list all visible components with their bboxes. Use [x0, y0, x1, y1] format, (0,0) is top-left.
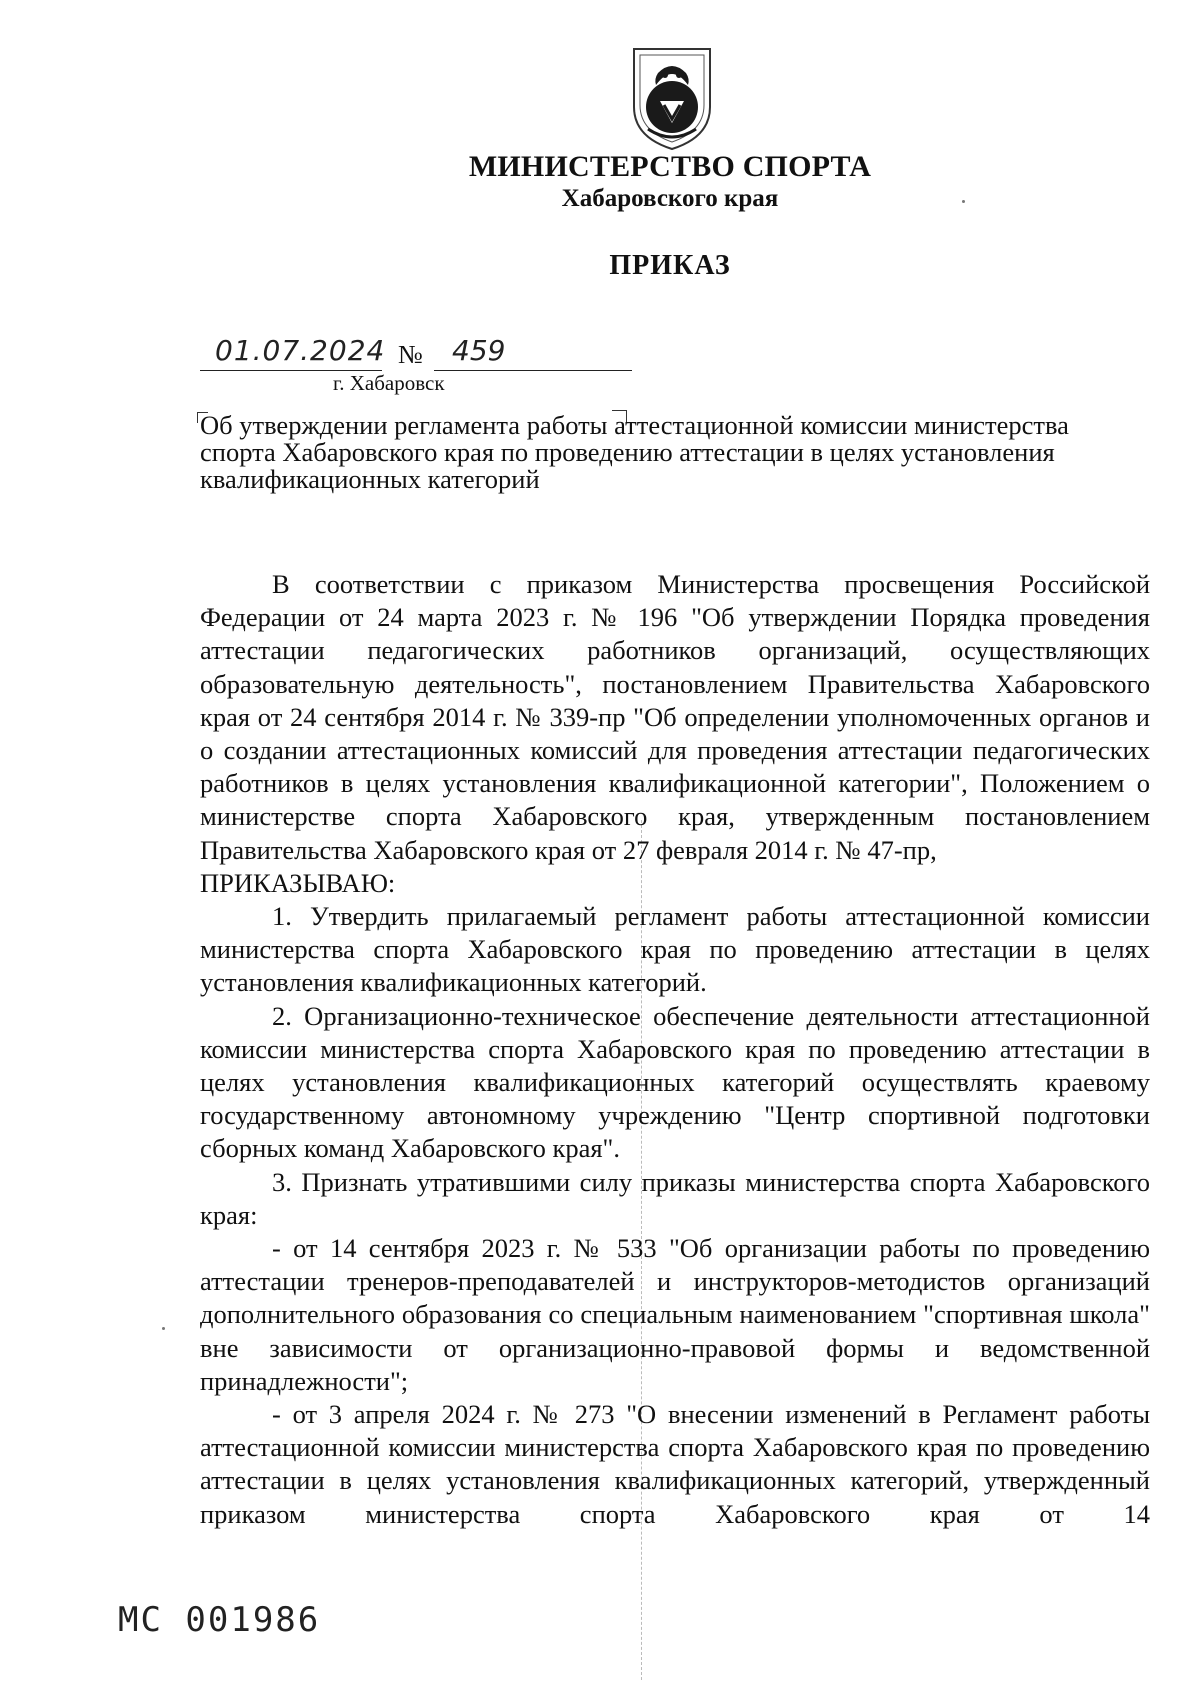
region-title: Хабаровского края [561, 185, 779, 212]
order-subject: Об утверждении регламента работы аттестационной комиссии министерства спорта Хабаровского края по проведению аттестации в целях установления квалификационных категорий [200, 410, 1069, 494]
preamble-paragraph: В соответствии с приказом Министерства просвещения Российской Федерации от 24 марта 2023 г. № 196 "Об утверждении Порядка проведения аттестации педагогических работников организаций, осуществляющих образовательную деятельность", постановлением Правительства Хабаровского края от 24 сентября 2014 г. № 339-пр "Об определении уполномоченных органов и о создании аттестационных комиссий для проведения аттестации педагогических работников в целях установления квалификационной категории", Положением о министерстве спорта Хабаровского края, утвержденным постановлением Правительства Хабаровского края от 27 февраля 2014 г. № 47-пр, [200, 569, 1150, 865]
coat-of-arms-icon [630, 45, 714, 153]
order-word: ПРИКАЗЫВАЮ: [200, 867, 396, 898]
order-date: 01.07.2024 [215, 334, 386, 367]
order-body [200, 568, 1150, 1531]
number-underline [434, 370, 632, 371]
item-3-paragraph: 3. Признать утратившими силу приказы министерства спорта Хабаровского края: [200, 1166, 1150, 1230]
document-type-title: ПРИКАЗ [609, 250, 731, 281]
ministry-title: МИНИСТЕРСТВО СПОРТА [468, 150, 872, 183]
item-1-paragraph: 1. Утвердить прилагаемый регламент работы аттестационной комиссии министерства спорта Хабаровского края по проведению аттестации в целях установления квалификационных категорий. [200, 901, 1150, 998]
scan-speck [962, 200, 965, 203]
item-3a-paragraph: - от 14 сентября 2023 г. № 533 "Об организации работы по проведению аттестации тренеров-преподавателей и инструкторов-методистов организаций дополнительного образования со специальным наименованием "спортивная школа" вне зависимости от организационно-правовой формы и ведомственной принадлежности"; [200, 1233, 1150, 1396]
item-3b-paragraph: - от 3 апреля 2024 г. № 273 "О внесении изменений в Регламент работы аттестационной комиссии министерства спорта Хабаровского края по проведению аттестации в целях установления квалификационных категорий, утвержденный приказом министерства спорта Хабаровского края от 14 [200, 1399, 1150, 1529]
item-2-paragraph: 2. Организационно-техническое обеспечение деятельности аттестационной комиссии министерства спорта Хабаровского края по проведению аттестации в целях установления квалификационных категорий осуществлять краевому государственному автономному учреждению "Центр спортивной подготовки сборных команд Хабаровского края". [200, 1000, 1150, 1164]
city-label: г. Хабаровск [333, 371, 445, 395]
number-label: № [398, 340, 423, 369]
order-number: 459 [452, 334, 506, 367]
form-code: МС 001986 [118, 1600, 321, 1640]
scan-speck [162, 1327, 165, 1330]
